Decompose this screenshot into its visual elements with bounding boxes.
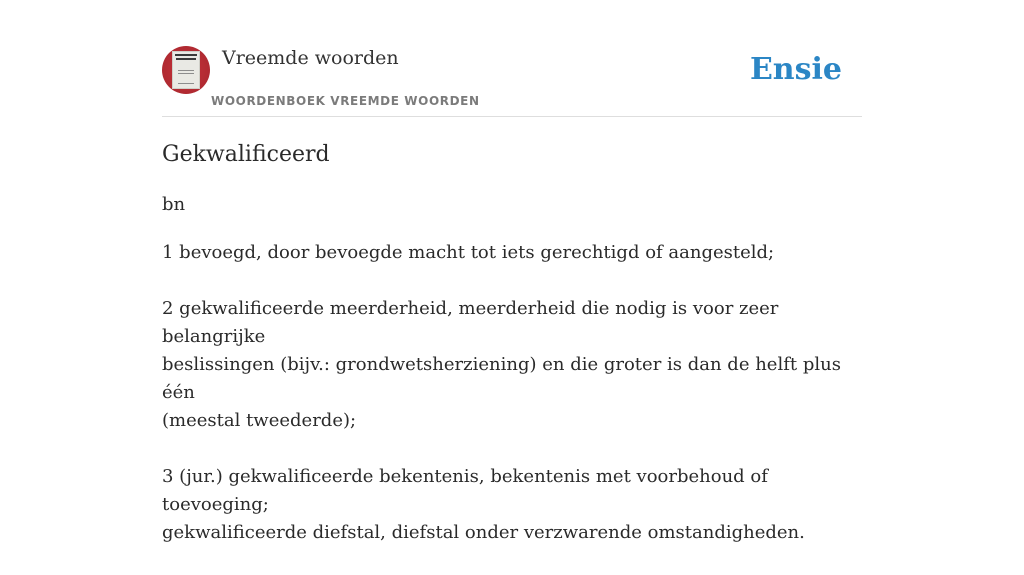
definition-item: 1 bevoegd, door bevoegde macht tot iets gerechtigd of aangesteld; xyxy=(162,242,775,263)
definition-item: 2 gekwalificeerde meerderheid, meerderheid die nodig is voor zeer belangrijke beslissingen (bijv.: grondwetsherziening) en die groter is dan de helft plus één (meestal tweederde); xyxy=(162,298,841,431)
source-subtitle: WOORDENBOEK VREEMDE WOORDEN xyxy=(211,94,480,108)
source-avatar[interactable] xyxy=(162,46,210,94)
source-title[interactable]: Vreemde woorden xyxy=(222,47,399,69)
part-of-speech: bn xyxy=(162,194,186,215)
definition-list xyxy=(162,239,862,547)
book-cover-icon xyxy=(172,51,200,89)
entry-term: Gekwalificeerd xyxy=(162,142,330,167)
entry-content xyxy=(162,140,862,575)
definition-item: 3 (jur.) gekwalificeerde bekentenis, bekentenis met voorbehoud of toevoeging; gekwalificeerde diefstal, diefstal onder verzwarende omstandigheden. xyxy=(162,466,805,543)
brand-logo[interactable]: Ensie xyxy=(749,52,842,87)
header xyxy=(162,44,862,117)
